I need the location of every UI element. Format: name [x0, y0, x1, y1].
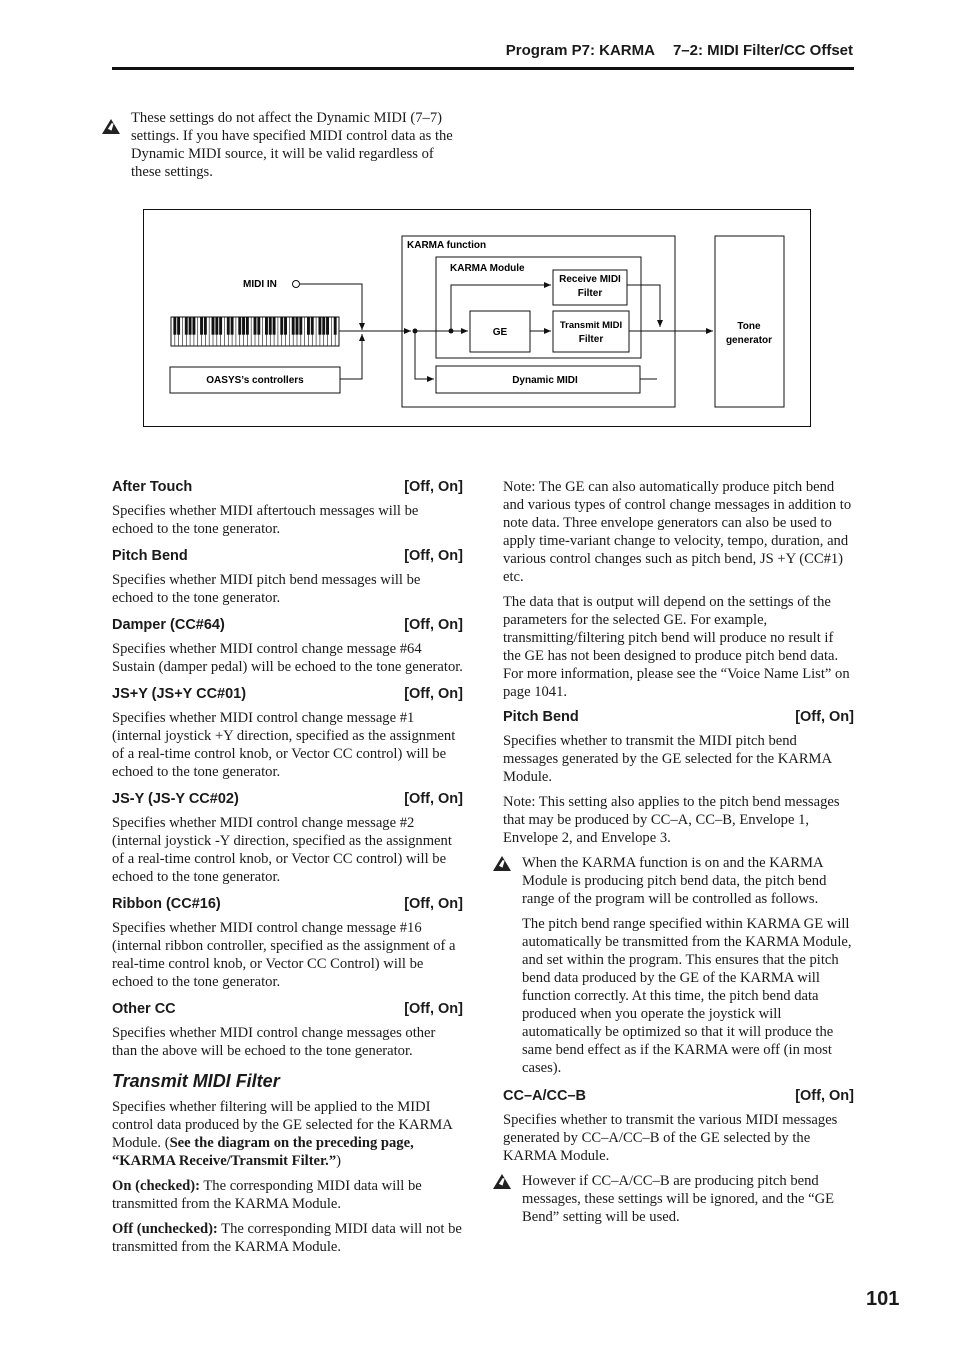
black-key — [212, 317, 214, 334]
cc-warning — [503, 1172, 854, 1226]
black-key — [242, 317, 244, 334]
param-pitch-bend-transmit — [503, 708, 854, 726]
param-header — [112, 547, 463, 565]
black-key — [326, 317, 328, 334]
param-range: [Off, On] — [404, 791, 463, 807]
right-column — [503, 478, 854, 1233]
black-key — [307, 317, 309, 334]
param-desc: Specifies whether MIDI control change message #2 (internal joystick -Y direction, specified as the assignment of a real-time control knob, or Vector CC control) will be echoed to the tone generator. — [112, 815, 452, 885]
black-key — [219, 317, 221, 334]
param-range: [Off, On] — [795, 1088, 854, 1104]
ge-output-note: The data that is output will depend on the settings of the parameters for the selected GE. For example, transmitting/filtering pitch bend will produce no result if the GE has not been designed to produce pitch bend data. For more information, please see the “Voice Name List” on page 1041. — [503, 594, 850, 700]
param-cc-a-cc-b — [503, 1087, 854, 1105]
param-range: [Off, On] — [404, 548, 463, 564]
param-desc: Specifies whether MIDI aftertouch messages will be echoed to the tone generator. — [112, 503, 419, 537]
caution-icon — [101, 118, 121, 135]
param-desc: Specifies whether MIDI control change message #1 (internal joystick +Y direction, specified as the assignment of a real-time control knob, or Vector CC control) will be echoed to the tone generator. — [112, 710, 456, 780]
param-range: [Off, On] — [404, 1001, 463, 1017]
param-range: [Off, On] — [404, 617, 463, 633]
left-column — [112, 478, 463, 1263]
param-name: CC–A/CC–B — [503, 1088, 586, 1104]
transmit-filter-box — [553, 311, 629, 352]
param-name: Damper (CC#64) — [112, 617, 225, 633]
param-header — [112, 685, 463, 703]
param-header — [112, 478, 463, 496]
param-header — [112, 1000, 463, 1018]
black-key — [204, 317, 206, 334]
pitch-bend-desc: Specifies whether to transmit the MIDI pitch bend messages generated by the GE selected for the KARMA Module. — [503, 733, 832, 785]
transmit-filter-label-2: Filter — [578, 334, 604, 345]
param-name: JS-Y (JS-Y CC#02) — [112, 791, 239, 807]
receive-filter-label-2: Filter — [577, 288, 603, 299]
param-block — [112, 478, 463, 538]
black-key — [311, 317, 313, 334]
black-key — [246, 317, 248, 334]
param-name: Other CC — [112, 1001, 176, 1017]
black-key — [273, 317, 275, 334]
receive-filter-label-1: Receive MIDI — [559, 274, 621, 285]
header-page-title: 7–2: MIDI Filter/CC Offset — [672, 42, 853, 59]
off-unchecked-text: Off (unchecked): The corresponding MIDI data will not be transmitted from the KARMA Module. — [112, 1221, 462, 1255]
pitch-bend-warning — [503, 854, 854, 1077]
cc-desc: Specifies whether to transmit the various MIDI messages generated by CC–A/CC–B of the GE selected by the KARMA Module. — [503, 1112, 838, 1164]
param-name: Pitch Bend — [503, 709, 579, 725]
param-range: [Off, On] — [404, 479, 463, 495]
pitch-bend-note: Note: This setting also applies to the pitch bend messages that may be produced by CC–A, CC–B, Envelope 1, Envelope 2, and Envelope 3. — [503, 794, 840, 846]
karma-function-label: KARMA function — [407, 240, 487, 251]
param-desc: Specifies whether MIDI control change message #64 Sustain (damper pedal) will be echoed to the tone generator. — [112, 641, 463, 675]
black-key — [334, 317, 336, 334]
black-key — [254, 317, 256, 334]
black-key — [200, 317, 202, 334]
black-key — [239, 317, 241, 334]
midi-in-label: MIDI IN — [243, 279, 277, 290]
black-key — [281, 317, 283, 334]
black-key — [269, 317, 271, 334]
param-name: JS+Y (JS+Y CC#01) — [112, 686, 247, 702]
black-key — [174, 317, 176, 334]
black-key — [193, 317, 195, 334]
header-rule — [112, 67, 854, 70]
param-block — [112, 685, 463, 781]
black-key — [189, 317, 191, 334]
param-block — [112, 895, 463, 991]
tone-generator-label-1: Tone — [737, 321, 761, 332]
black-key — [185, 317, 187, 334]
param-header — [112, 895, 463, 913]
param-header — [112, 616, 463, 634]
param-block — [112, 616, 463, 676]
param-desc: Specifies whether MIDI pitch bend messages will be echoed to the tone generator. — [112, 572, 421, 606]
transmit-filter-desc: Specifies whether filtering will be applied to the MIDI control data produced by the GE selected for the KARMA Module. (See the diagram on the preceding page, “KARMA Receive/Transmit Filter.”) — [112, 1099, 453, 1169]
dynamic-midi-label: Dynamic MIDI — [512, 375, 578, 386]
param-desc: Specifies whether MIDI control change message #16 (internal ribbon controller, specified as the assignment of a real-time control knob, or Vector CC Control) will be echoed to the tone generator. — [112, 920, 456, 990]
caution-icon — [492, 1173, 512, 1190]
warning-text: However if CC–A/CC–B are producing pitch bend messages, these settings will be ignored, and the “GE Bend” setting will be used. — [522, 1173, 835, 1225]
param-header — [112, 790, 463, 808]
top-note: These settings do not affect the Dynamic MIDI (7–7) settings. If you have specified MIDI control data as the Dynamic MIDI source, it will be valid regardless of these settings. — [131, 110, 453, 180]
param-desc: Specifies whether MIDI control change messages other than the above will be echoed to the tone generator. — [112, 1025, 436, 1059]
ge-note: Note: The GE can also automatically produce pitch bend and various types of control change messages in addition to note data. Three envelope generators can also be used to apply time-variant change to velocity, tempo, duration, and various control changes such as pitch bend, JS +Y (CC#1) etc. — [503, 479, 852, 585]
black-key — [265, 317, 267, 334]
param-name: Pitch Bend — [112, 548, 188, 564]
black-key — [227, 317, 229, 334]
param-block — [112, 790, 463, 886]
warning-text-1: When the KARMA function is on and the KARMA Module is producing pitch bend data, the pitch bend range of the program will be controlled as follows. — [522, 855, 827, 907]
controllers-label: OASYS’s controllers — [206, 375, 304, 386]
param-block — [112, 1000, 463, 1060]
black-key — [284, 317, 286, 334]
black-key — [323, 317, 325, 334]
param-range: [Off, On] — [404, 686, 463, 702]
transmit-filter-label-1: Transmit MIDI — [559, 320, 623, 331]
karma-module-label: KARMA Module — [450, 263, 525, 274]
tone-generator-label-2: generator — [725, 335, 773, 346]
black-key — [258, 317, 260, 334]
page-number: 101 — [866, 1288, 900, 1310]
on-checked-text: On (checked): The corresponding MIDI data will be transmitted from the KARMA Module. — [112, 1178, 422, 1212]
header-section: Program P7: KARMA — [505, 42, 655, 59]
black-key — [216, 317, 218, 334]
black-key — [292, 317, 294, 334]
param-name: Ribbon (CC#16) — [112, 896, 221, 912]
karma-filter-diagram — [143, 209, 811, 427]
black-key — [319, 317, 321, 334]
midi-in-jack — [293, 281, 300, 288]
keyboard-graphic — [171, 317, 339, 346]
param-name: After Touch — [112, 479, 193, 495]
page-header — [112, 42, 853, 59]
transmit-filter-heading: Transmit MIDI Filter — [112, 1071, 280, 1091]
black-key — [300, 317, 302, 334]
param-range: [Off, On] — [404, 896, 463, 912]
ge-label: GE — [492, 327, 508, 338]
black-key — [231, 317, 233, 334]
param-range: [Off, On] — [795, 709, 854, 725]
black-key — [177, 317, 179, 334]
black-key — [296, 317, 298, 334]
warning-text-2: The pitch bend range specified within KARMA GE will automatically be transmitted from the KARMA Module, and set within the program. This ensures that the pitch bend data produced by the GE of the KARMA will function correctly. At this time, the pitch bend data produced when you operate the joystick will automatically be optimized so that it will produce the same bend effect as if the KARMA were off (in most cases). — [522, 916, 852, 1076]
param-block — [112, 547, 463, 607]
caution-icon — [492, 855, 512, 872]
